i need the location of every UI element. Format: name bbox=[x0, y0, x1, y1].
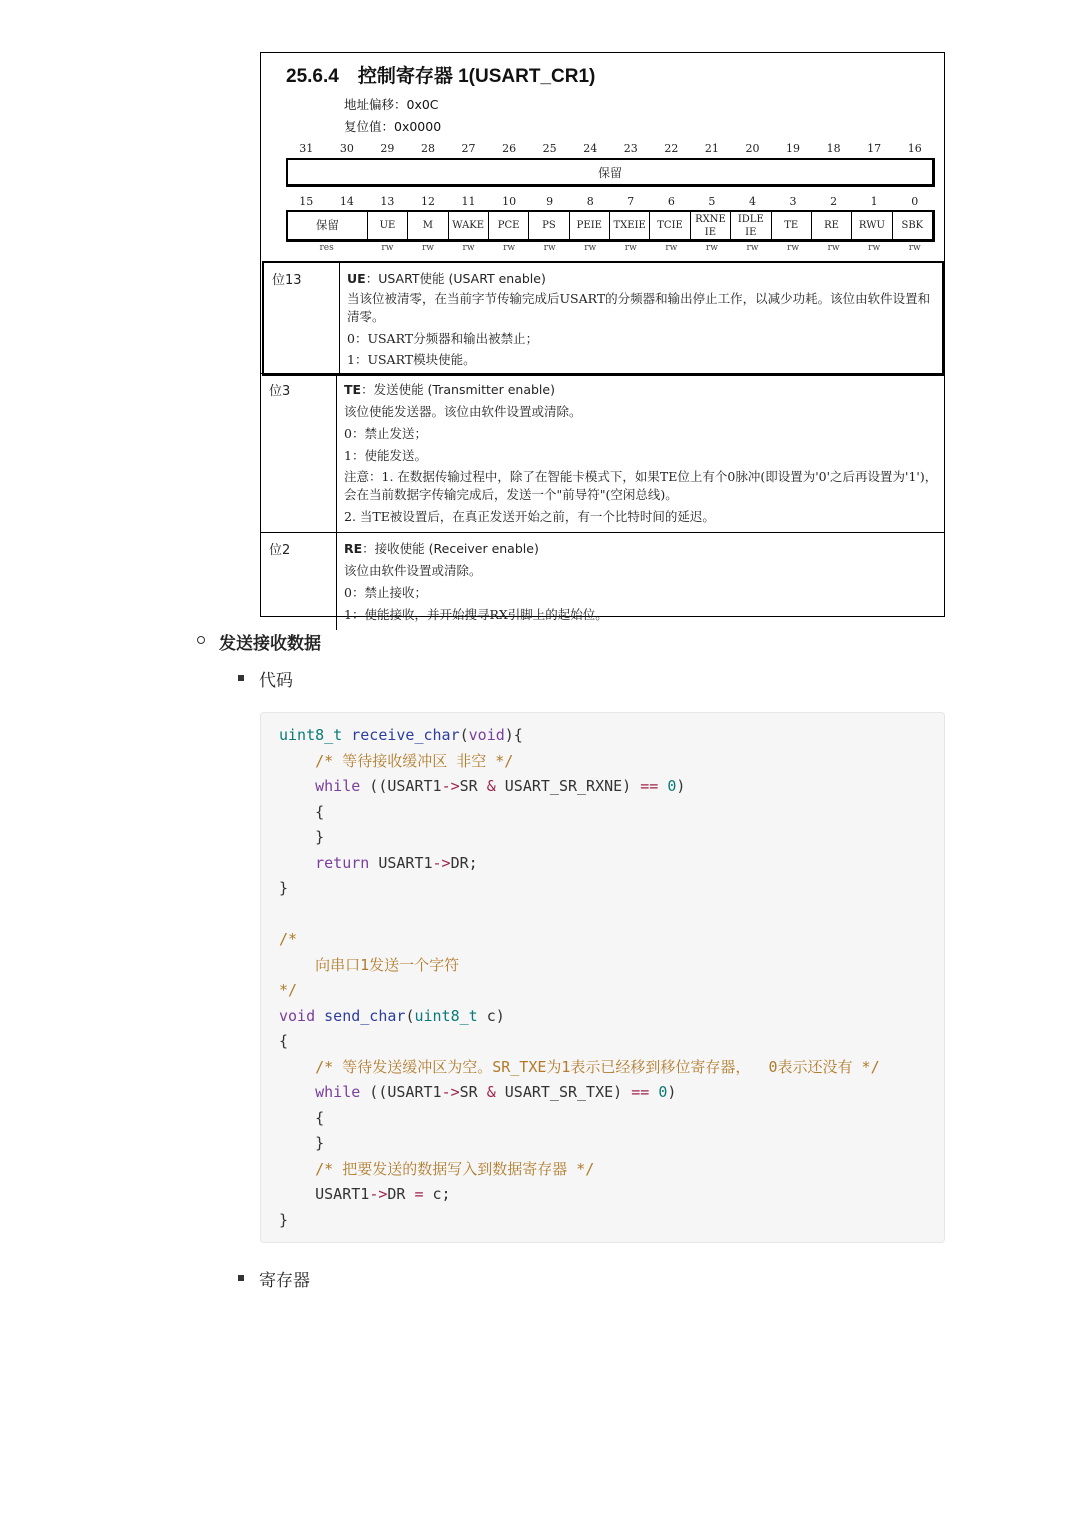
code-line: /* 把要发送的数据写入到数据寄存器 */ bbox=[315, 1159, 595, 1178]
access-type: res bbox=[319, 243, 334, 253]
code-line: return USART1->DR; bbox=[315, 853, 478, 872]
register-field: TXEIE bbox=[610, 212, 650, 239]
bit-number: 18 bbox=[826, 142, 841, 155]
access-type: rw bbox=[705, 243, 718, 253]
register-fields bbox=[286, 210, 935, 242]
code-line: */ bbox=[279, 981, 298, 999]
bit-number: 21 bbox=[704, 142, 719, 155]
bit3-desc: 该位使能发送器。该位由软件设置或清除。 bbox=[344, 404, 582, 419]
bit-number: 1 bbox=[870, 195, 878, 208]
register-field: RE bbox=[812, 212, 852, 239]
code-line: USART1->DR = c; bbox=[279, 1185, 451, 1203]
bit-number: 27 bbox=[461, 142, 476, 155]
bit2-row bbox=[261, 533, 944, 630]
access-type: rw bbox=[421, 243, 434, 253]
bit13-heading bbox=[347, 268, 936, 289]
bit-number: 11 bbox=[461, 195, 476, 208]
bit-number: 4 bbox=[748, 195, 756, 208]
bit3-name: TE bbox=[344, 382, 362, 397]
code-line: } bbox=[279, 1134, 325, 1152]
register-field: WAKE bbox=[449, 212, 489, 239]
bit2-heading-text: ：接收使能 (Receiver enable) bbox=[362, 541, 539, 556]
bit2-name: RE bbox=[344, 541, 363, 556]
register-field: RWU bbox=[852, 212, 892, 239]
bit13-desc: 当该位被清零，在当前字节传输完成后USART的分频器和输出停止工作，以减少功耗。该位由软件设置和清零。 bbox=[347, 291, 931, 324]
bit3-label: 位3 bbox=[261, 374, 337, 532]
bit13-name: UE bbox=[347, 271, 366, 286]
bit-number: 9 bbox=[546, 195, 554, 208]
bit-number: 13 bbox=[380, 195, 395, 208]
bit3-note1: 注意：1. 在数据传输过程中，除了在智能卡模式下，如果TE位上有个0脉冲(即设置为'0'之后再设置为'1')，会在当前数据字传输完成后，发送一个"前导符"(空闲总线)。 bbox=[344, 469, 938, 502]
access-type: rw bbox=[503, 243, 516, 253]
bit-number: 2 bbox=[830, 195, 838, 208]
code-line: while ((USART1->SR & USART_SR_RXNE) == 0) bbox=[315, 777, 686, 795]
bit-number: 24 bbox=[583, 142, 598, 155]
bit-number: 16 bbox=[907, 142, 922, 155]
bit2-desc: 该位由软件设置或清除。 bbox=[344, 563, 482, 578]
bit-number: 17 bbox=[867, 142, 882, 155]
code-line: void send_char(uint8_t c) bbox=[279, 1006, 505, 1025]
bit3-row bbox=[261, 374, 944, 532]
bit-number: 26 bbox=[502, 142, 517, 155]
access-type: rw bbox=[381, 243, 394, 253]
code-line: } bbox=[279, 828, 325, 846]
code-line: /* bbox=[279, 930, 298, 948]
bit-number: 28 bbox=[420, 142, 435, 155]
bit2-opt0: 0：禁止接收； bbox=[344, 585, 427, 600]
bit-number: 8 bbox=[586, 195, 594, 208]
register-field: TE bbox=[772, 212, 812, 239]
code-line: /* 等待发送缓冲区为空。SR_TXE为1表示已经移到移位寄存器， 0表示还没有 */ bbox=[315, 1057, 880, 1076]
access-type: rw bbox=[624, 243, 637, 253]
bit13-description bbox=[262, 261, 944, 376]
square-bullet-icon bbox=[238, 1275, 244, 1281]
register-field: M bbox=[408, 212, 448, 239]
register-field: IDLE IE bbox=[731, 212, 771, 239]
bit-number: 14 bbox=[339, 195, 354, 208]
bit-number: 12 bbox=[420, 195, 435, 208]
access-type: rw bbox=[908, 243, 921, 253]
bit-number: 7 bbox=[627, 195, 635, 208]
bit-number: 3 bbox=[789, 195, 797, 208]
upper-bit-numbers bbox=[286, 142, 935, 155]
circle-bullet-icon bbox=[197, 636, 205, 644]
bit3-heading-text: ：发送使能 (Transmitter enable) bbox=[361, 382, 555, 397]
code-line: } bbox=[279, 1210, 289, 1229]
register-field: SBK bbox=[901, 220, 924, 231]
code-line: 向串口1发送一个字符 bbox=[279, 955, 460, 974]
upper-reserved-field: 保留 bbox=[286, 158, 935, 187]
bit-number: 0 bbox=[911, 195, 919, 208]
bit3-opt1: 1：使能发送。 bbox=[344, 448, 427, 463]
access-type: rw bbox=[462, 243, 475, 253]
bit-number: 25 bbox=[542, 142, 557, 155]
bit13-label: 位13 bbox=[264, 263, 340, 374]
address-offset: 地址偏移：0x0C bbox=[344, 97, 439, 112]
bit-number: 22 bbox=[664, 142, 679, 155]
register-field: UE bbox=[368, 212, 408, 239]
code-line: { bbox=[279, 1032, 289, 1050]
access-type: rw bbox=[868, 243, 881, 253]
access-type: rw bbox=[584, 243, 597, 253]
code-line: uint8_t receive_char(void){ bbox=[279, 726, 523, 744]
bit3-bit2-description bbox=[261, 373, 944, 630]
bit-number: 19 bbox=[786, 142, 801, 155]
bit-number: 5 bbox=[708, 195, 716, 208]
register-field: PS bbox=[529, 212, 569, 239]
bit13-heading-text: ：USART使能 (USART enable) bbox=[365, 271, 546, 286]
bit-number: 20 bbox=[745, 142, 760, 155]
bit2-heading bbox=[344, 538, 938, 560]
access-types bbox=[286, 243, 935, 253]
access-type: rw bbox=[827, 243, 840, 253]
code-line: while ((USART1->SR & USART_SR_TXE) == 0) bbox=[315, 1083, 677, 1101]
code-line: { bbox=[279, 802, 325, 821]
bit-number: 30 bbox=[339, 142, 354, 155]
bit13-opt0: 0：USART分频器和输出被禁止； bbox=[347, 331, 539, 346]
bit3-heading bbox=[344, 379, 938, 401]
access-type: rw bbox=[746, 243, 759, 253]
access-type: rw bbox=[787, 243, 800, 253]
bit13-opt1: 1：USART模块使能。 bbox=[347, 352, 476, 367]
bit-number: 23 bbox=[623, 142, 638, 155]
bit3-opt0: 0：禁止发送； bbox=[344, 426, 427, 441]
bit-number: 31 bbox=[299, 142, 314, 155]
bit3-note2: 2. 当TE被设置后，在真正发送开始之前，有一个比特时间的延迟。 bbox=[344, 509, 715, 524]
code-block[interactable] bbox=[260, 712, 945, 1243]
bit-number: 6 bbox=[667, 195, 675, 208]
register-title: 25.6.4 控制寄存器 1(USART_CR1) bbox=[286, 66, 596, 87]
code-line: } bbox=[279, 879, 289, 897]
register-field: PEIE bbox=[570, 212, 610, 239]
lower-bit-numbers bbox=[286, 195, 935, 208]
outline-item-code: 代码 bbox=[259, 671, 293, 691]
register-field: TCIE bbox=[650, 212, 690, 239]
code-line: { bbox=[279, 1108, 325, 1127]
register-figure bbox=[260, 52, 945, 622]
outline-item-register: 寄存器 bbox=[259, 1271, 310, 1291]
section-heading: 发送接收数据 bbox=[219, 634, 321, 654]
bit2-label: 位2 bbox=[261, 533, 337, 630]
square-bullet-icon bbox=[238, 675, 244, 681]
register-field: PCE bbox=[489, 212, 529, 239]
code-line: /* 等待接收缓冲区 非空 */ bbox=[315, 751, 514, 770]
access-type: rw bbox=[665, 243, 678, 253]
access-type: rw bbox=[543, 243, 556, 253]
reset-value: 复位值：0x0000 bbox=[344, 119, 442, 134]
bit-number: 10 bbox=[502, 195, 517, 208]
register-field: 保留 bbox=[288, 212, 368, 239]
bit2-opt1: 1：使能接收，并开始搜寻RX引脚上的起始位。 bbox=[344, 607, 608, 622]
bit-number: 15 bbox=[299, 195, 314, 208]
code-line bbox=[279, 902, 944, 928]
bit-number: 29 bbox=[380, 142, 395, 155]
register-field: RXNE IE bbox=[691, 212, 731, 239]
